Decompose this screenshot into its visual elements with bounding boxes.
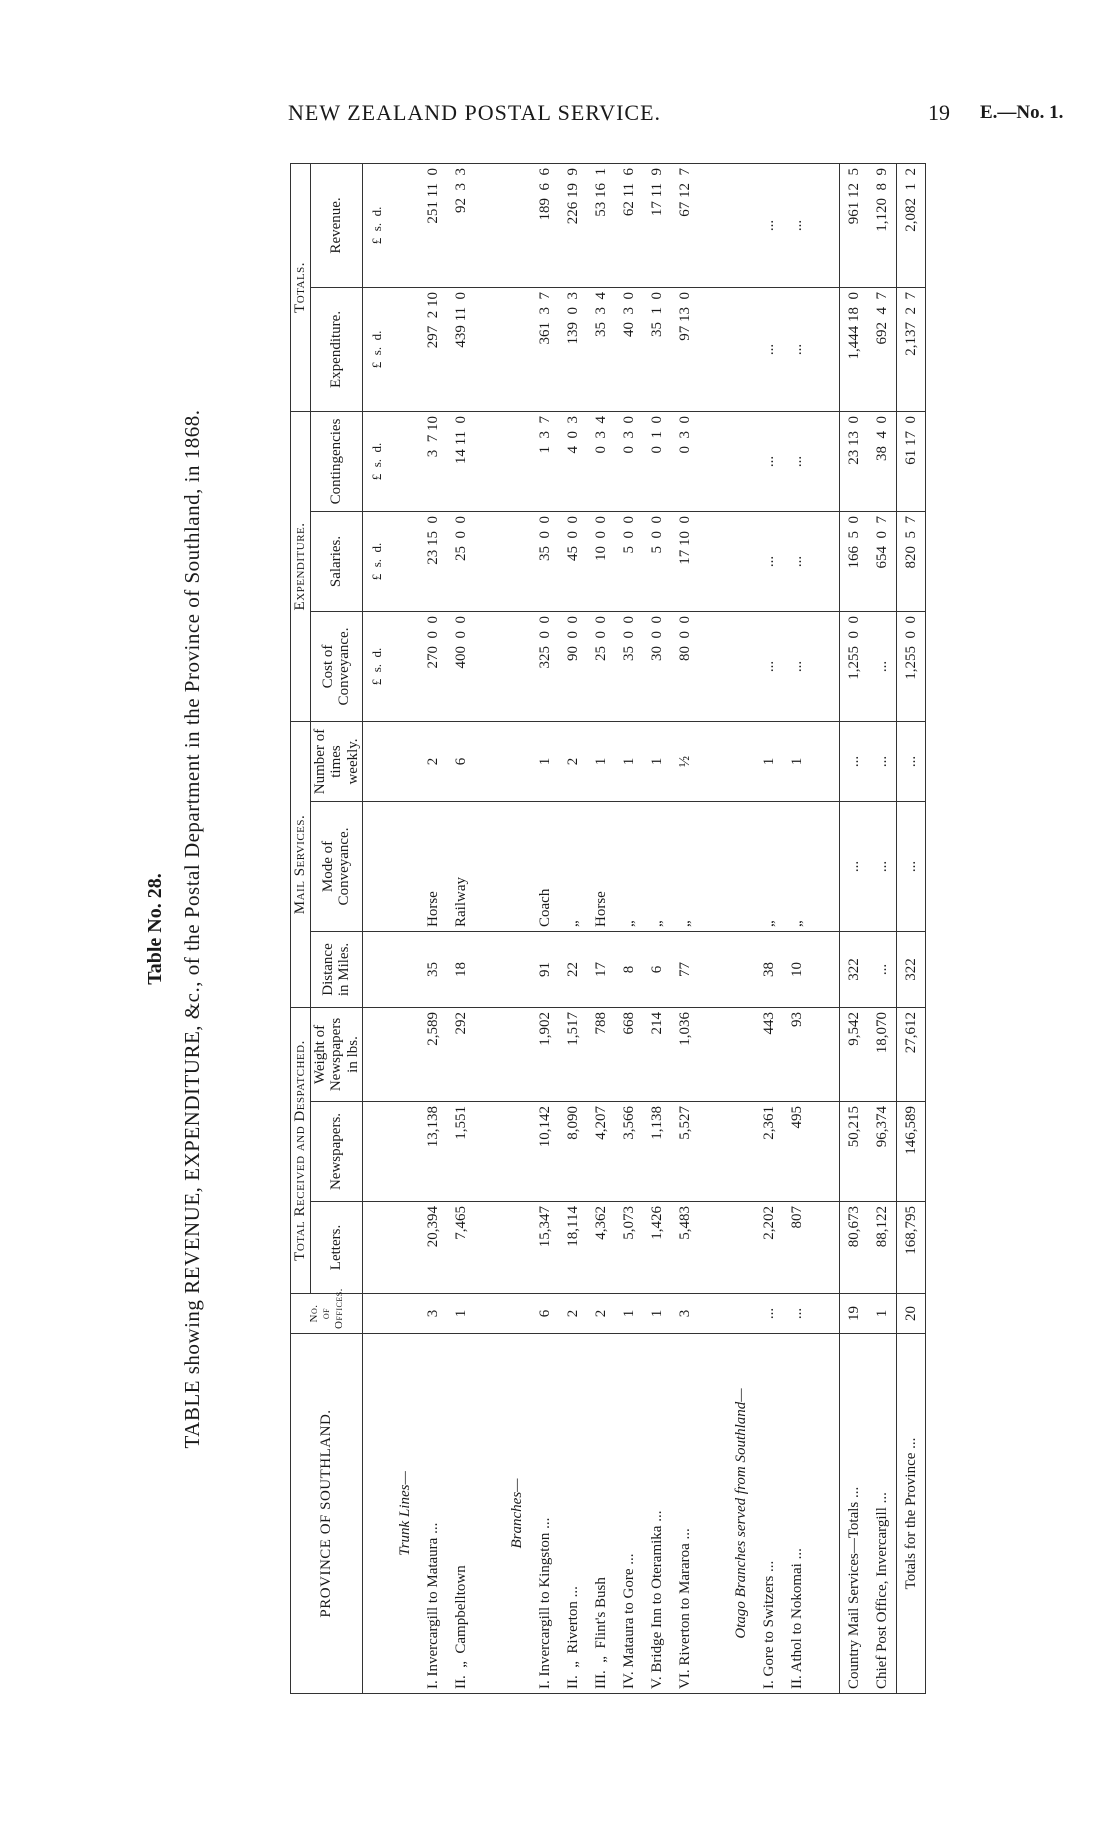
table-row: I. Invercargill to Kingston ... 6 15,347 10,142 1,902 91 Coach 1 325 0 0 35 0 0 1 3 7 361 3 7 189 6 6 (531, 163, 559, 1693)
section-header-row (503, 163, 531, 1693)
section-header-row (391, 163, 419, 1693)
units-cost: £ s. d. (363, 611, 392, 721)
section-trunk-lines: Trunk Lines— (391, 1334, 419, 1694)
table-row: I. Invercargill to Mataura ... 3 20,394 13,138 2,589 35 Horse 2 270 0 0 23 15 0 3 7 10 297 2 10 251 11 0 (419, 163, 447, 1693)
mode-header: Mode of Conveyance. (310, 801, 363, 931)
offices-header: No. of Offices. (291, 1294, 363, 1334)
page-number: 19 (928, 100, 950, 125)
units-revenue: £ s. d. (363, 163, 392, 287)
newspapers-header: Newspapers. (310, 1102, 363, 1202)
units-row (363, 163, 392, 1693)
total-expenditure-header: Expenditure. (310, 287, 363, 411)
postal-statistics-table (290, 163, 926, 1694)
revenue-header: Revenue. (310, 163, 363, 287)
table-row: V. Bridge Inn to Oteramika ... 1 1,426 1,138 214 6 „ 1 30 0 0 5 0 0 0 1 0 35 1 0 17 11 9 (643, 163, 671, 1693)
spacer-row (811, 163, 840, 1693)
cost-header: Cost of Conveyance. (310, 611, 363, 721)
page-header (0, 100, 1114, 140)
table-number: Table No. 28. (144, 873, 166, 985)
table-row: I. Gore to Switzers ... ... 2,202 2,361 443 38 „ 1 ... ... ... ... ... (755, 163, 783, 1693)
units-expenditure: £ s. d. (363, 287, 392, 411)
table-row: II. „ Riverton ... 2 18,114 8,090 1,517 22 „ 2 90 0 0 45 0 0 4 0 3 139 0 3 226 19 9 (559, 163, 587, 1693)
table-row: II. „ Campbelltown 1 7,465 1,551 292 18 Railway 6 400 0 0 25 0 0 14 11 0 439 11 0 92 3 3 (447, 163, 475, 1693)
table-row-grand-total: Totals for the Province ... 20 168,795 146,589 27,612 322 ... ... 1,255 0 0 820 5 7 61 17 0 2,137 2 7 2,082 1 2 (897, 163, 926, 1693)
contingencies-header: Contingencies (310, 411, 363, 511)
totals-group-header: Totals. (291, 163, 311, 411)
table-row-subtotal: Country Mail Services—Totals ... 19 80,673 50,215 9,542 322 ... ... 1,255 0 0 166 5 0 23 13 0 1,444 18 0 961 12 5 (840, 163, 869, 1693)
table-row: III. „ Flint's Bush 2 4,362 4,207 788 17 Horse 1 25 0 0 10 0 0 0 3 4 35 3 4 53 16 1 (587, 163, 615, 1693)
page-title: NEW ZEALAND POSTAL SERVICE. (288, 100, 662, 125)
province-header: PROVINCE OF SOUTHLAND. (291, 1334, 363, 1694)
table-row: Chief Post Office, Invercargill ... 1 88,122 96,374 18,070 ... ... ... ... 654 0 7 38 4 0 692 4 7 1,120 8 9 (868, 163, 897, 1693)
document-reference: E.—No. 1. (980, 102, 1064, 123)
units-contingencies: £ s. d. (363, 411, 392, 511)
mail-services-group-header: Mail Services. (291, 721, 311, 1007)
section-header-row (727, 163, 755, 1693)
spacer-row (699, 163, 727, 1693)
salaries-header: Salaries. (310, 511, 363, 611)
units-salaries: £ s. d. (363, 511, 392, 611)
spacer-row (475, 163, 503, 1693)
distance-header: Distance in Miles. (310, 931, 363, 1007)
table-row: VI. Riverton to Mararoa ... 3 5,483 5,527 1,036 77 „ ½ 80 0 0 17 10 0 0 3 0 97 13 0 67 12 7 (671, 163, 699, 1693)
times-header: Number of times weekly. (310, 721, 363, 801)
section-otago-branches: Otago Branches served from Southland— (727, 1334, 755, 1694)
received-group-header: Total Received and Despatched. (291, 1007, 311, 1293)
table-title: TABLE showing REVENUE, EXPENDITURE, &c., of the Postal Department in the Province of Southland, in 1868. (180, 409, 204, 1449)
letters-header: Letters. (310, 1202, 363, 1294)
weight-header: Weight of Newspapers in lbs. (310, 1007, 363, 1101)
table-row: II. Athol to Nokomai ... ... 807 495 93 10 „ 1 ... ... ... ... ... (783, 163, 811, 1693)
expenditure-group-header: Expenditure. (291, 411, 311, 721)
section-branches: Branches— (503, 1334, 531, 1694)
table-row: IV. Mataura to Gore ... 1 5,073 3,566 668 8 „ 1 35 0 0 5 0 0 0 3 0 40 3 0 62 11 6 (615, 163, 643, 1693)
rotated-table-area (140, 164, 960, 1694)
